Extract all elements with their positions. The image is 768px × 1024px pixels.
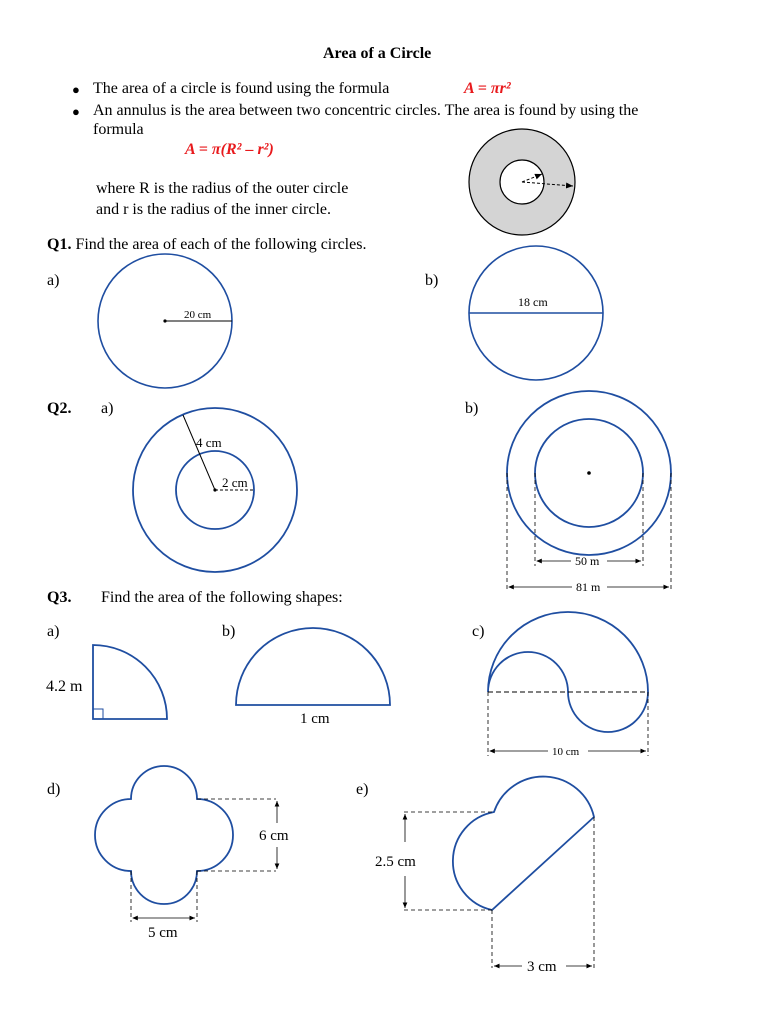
- q2-b-label: b): [465, 400, 479, 417]
- q3-a-label: a): [47, 623, 60, 640]
- q3-d-width-label: 5 cm: [148, 925, 178, 941]
- q3-e-label: e): [356, 781, 369, 798]
- q1-a-label: a): [47, 272, 60, 289]
- bullet-2-text-line1: An annulus is the area between two concentric circles. The area is found by using the: [93, 102, 639, 119]
- q3-c-width-label: 10 cm: [552, 746, 580, 758]
- q2-a-annulus: [133, 408, 297, 572]
- q1-a-circle: [98, 254, 232, 388]
- q3-e-width-label: 3 cm: [527, 959, 557, 975]
- q1-label: Q1.: [47, 236, 72, 253]
- bullet-2-marker: ●: [72, 104, 80, 119]
- q2-b-outer-label: 81 m: [576, 580, 601, 594]
- q1-b-diameter-label: 18 cm: [518, 295, 548, 309]
- q1-a-radius-label: 20 cm: [184, 309, 212, 321]
- q3-d-label: d): [47, 781, 61, 798]
- bullet-2-text-line2: formula: [93, 121, 144, 138]
- q3-d-shape: [95, 766, 289, 941]
- where-line-2: and r is the radius of the inner circle.: [96, 201, 332, 218]
- q3-label: Q3.: [47, 589, 72, 606]
- q2-b-annulus: [507, 391, 671, 594]
- area-formula: A = πr²: [464, 80, 511, 97]
- q1-b-circle: [469, 246, 603, 380]
- page-title: Area of a Circle: [323, 45, 432, 62]
- where-line-1: where R is the radius of the outer circle: [96, 180, 349, 197]
- q3-d-height-label: 6 cm: [259, 828, 289, 844]
- q3-a-quarter-circle: [46, 645, 167, 719]
- q2-a-inner-label: 2 cm: [222, 475, 248, 490]
- annulus-formula: A = π(R² – r²): [185, 141, 274, 158]
- q2-a-label: a): [101, 400, 114, 417]
- q3-b-diameter-label: 1 cm: [300, 711, 330, 727]
- q3-c-label: c): [472, 623, 485, 640]
- q3-b-semicircle: [236, 628, 390, 727]
- q2-label: Q2.: [47, 400, 72, 417]
- bullet-1-marker: ●: [72, 82, 80, 97]
- q2-b-inner-label: 50 m: [575, 554, 600, 568]
- q3-c-shape: [488, 612, 648, 758]
- q3-b-label: b): [222, 623, 236, 640]
- q3-e-height-label: 2.5 cm: [375, 854, 416, 870]
- bullet-1-text: The area of a circle is found using the formula: [93, 80, 390, 97]
- q3-text: Find the area of the following shapes:: [101, 589, 343, 606]
- q3-e-shape: [375, 777, 594, 975]
- q2-a-outer-label: 4 cm: [196, 435, 222, 450]
- q1-text: Find the area of each of the following circles.: [75, 236, 367, 253]
- q3-a-radius-label: 4.2 m: [46, 678, 83, 695]
- q1-b-label: b): [425, 272, 439, 289]
- annulus-diagram: [469, 129, 575, 235]
